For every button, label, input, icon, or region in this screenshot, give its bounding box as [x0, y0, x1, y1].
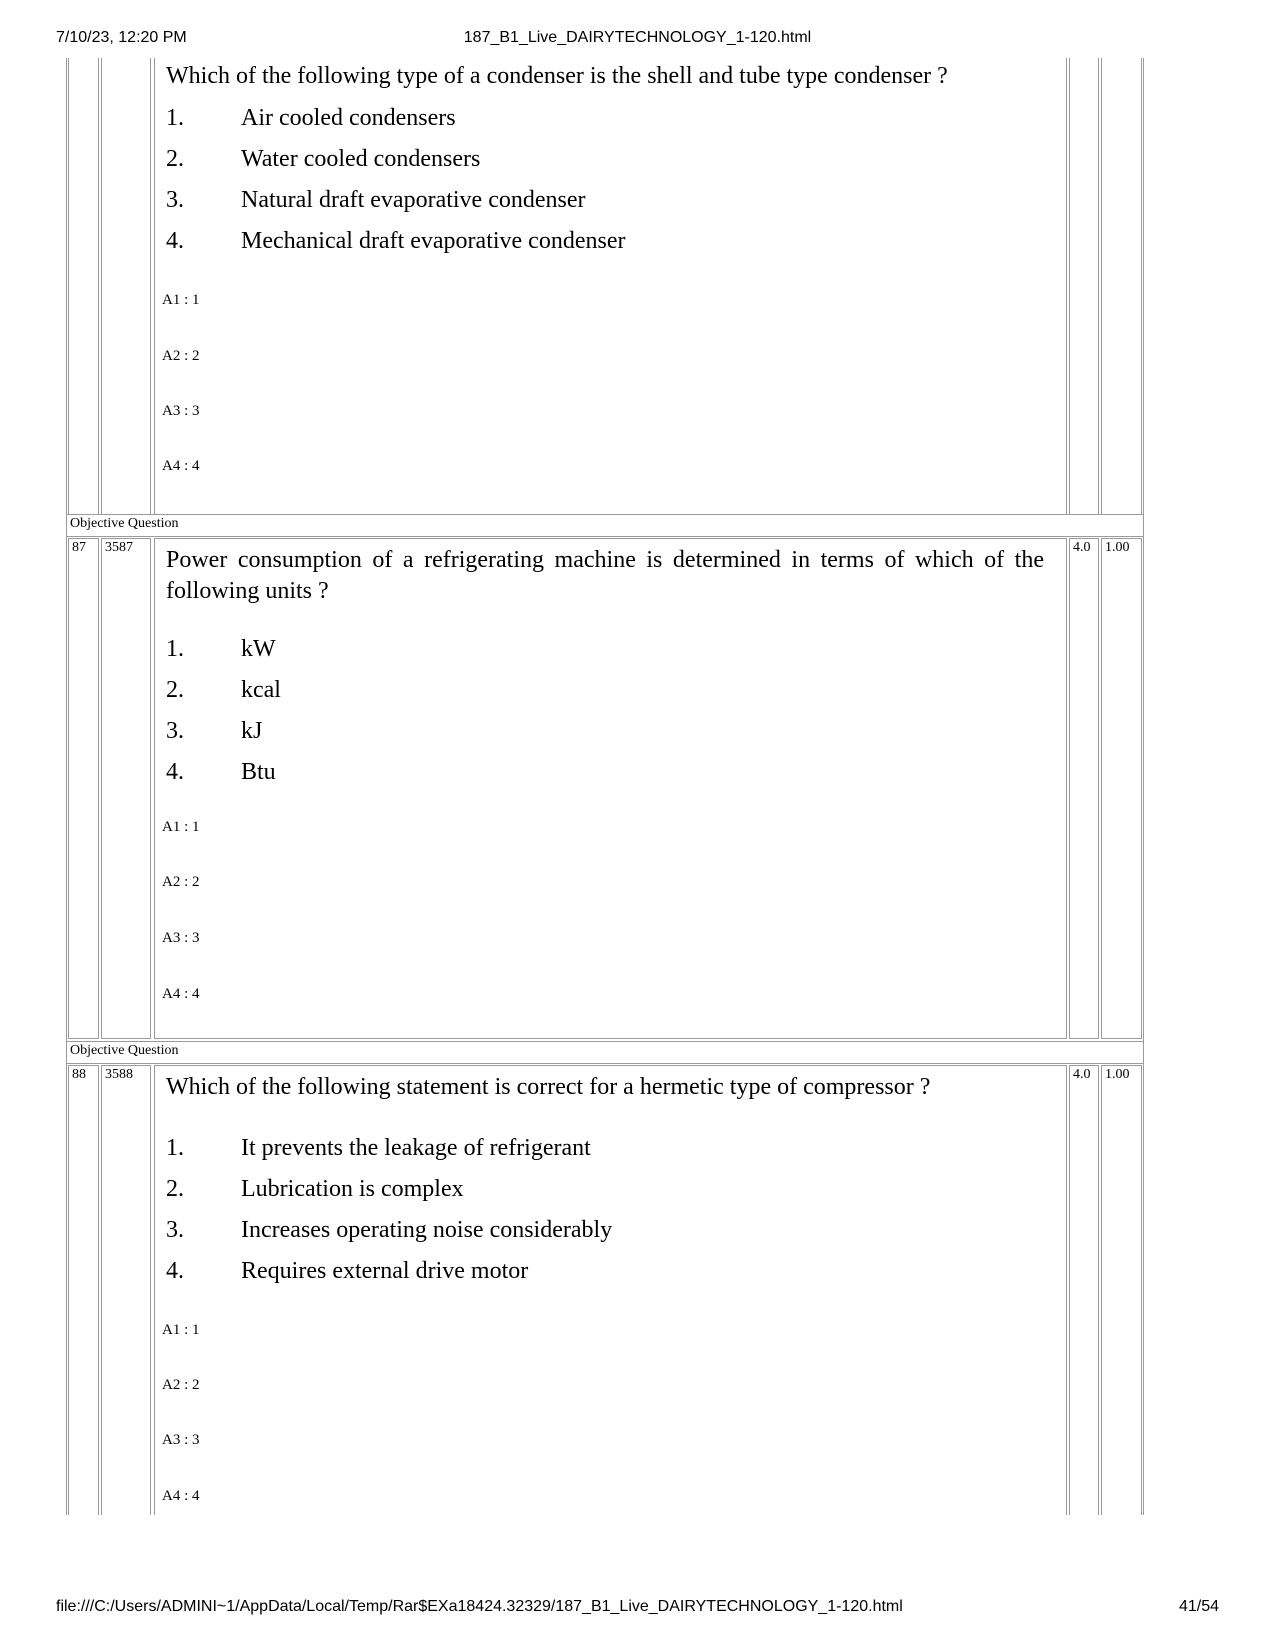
negative-marks-cell [1101, 58, 1142, 515]
answer-key: A4 : 4 [162, 458, 200, 474]
option-number: 1. [166, 1135, 184, 1161]
option-text: kW [241, 636, 276, 662]
option-text: Lubrication is complex [241, 1176, 464, 1202]
answer-key: A3 : 3 [162, 930, 200, 946]
negative-marks-cell: 1.00 [1101, 1065, 1142, 1515]
option-text: Increases operating noise considerably [241, 1217, 613, 1243]
option-number: 4. [166, 228, 184, 254]
option-number: 4. [166, 1258, 184, 1284]
print-footer [0, 1598, 1275, 1620]
answer-key: A2 : 2 [162, 1377, 200, 1393]
qid-cell: 3588 [101, 1065, 151, 1515]
option-number: 1. [166, 105, 184, 131]
option-number: 3. [166, 1217, 184, 1243]
answer-key: A1 : 1 [162, 1322, 200, 1338]
file-path: file:///C:/Users/ADMINI~1/AppData/Local/Temp/Rar$EXa18424.32329/187_B1_Live_DAIRYTECHNOLOGY_1-120.html [56, 1598, 903, 1615]
option-number: 2. [166, 146, 184, 172]
answer-key: A4 : 4 [162, 1488, 200, 1504]
answer-key: A3 : 3 [162, 403, 200, 419]
sno-cell: 88 [68, 1065, 99, 1515]
answer-key: A1 : 1 [162, 819, 200, 835]
option-number: 4. [166, 759, 184, 785]
document-title: 187_B1_Live_DAIRYTECHNOLOGY_1-120.html [463, 29, 812, 46]
marks-cell: 4.0 [1069, 1065, 1099, 1515]
option-text: Natural draft evaporative condenser [241, 187, 586, 213]
question-text: Which of the following statement is correct for a hermetic type of compressor ? [166, 1074, 931, 1100]
qid-cell [101, 58, 151, 515]
answer-key: A2 : 2 [162, 874, 200, 890]
answer-key: A4 : 4 [162, 986, 200, 1002]
print-datetime: 7/10/23, 12:20 PM [56, 29, 187, 46]
question-type-label: Objective Question [70, 1043, 179, 1058]
option-number: 1. [166, 636, 184, 662]
question-type-bar [66, 1041, 1144, 1064]
question-text: Power consumption of a refrigerating machine is determined in terms of which of the following units ? [166, 547, 1044, 604]
answer-key: A1 : 1 [162, 292, 200, 308]
option-text: Mechanical draft evaporative condenser [241, 228, 626, 254]
option-text: kcal [241, 677, 281, 703]
question-type-bar [66, 514, 1144, 537]
option-text: Requires external drive motor [241, 1258, 529, 1284]
question-type-label: Objective Question [70, 516, 179, 531]
option-text: Water cooled condensers [241, 146, 481, 172]
marks-cell [1069, 58, 1099, 515]
option-text: Btu [241, 759, 276, 785]
page-number: 41/54 [1178, 1598, 1219, 1615]
option-number: 2. [166, 677, 184, 703]
option-number: 3. [166, 187, 184, 213]
sno-cell [68, 58, 99, 515]
answer-key: A3 : 3 [162, 1432, 200, 1448]
option-number: 2. [166, 1176, 184, 1202]
question-body-cell [154, 538, 1067, 1039]
option-number: 3. [166, 718, 184, 744]
sno-cell: 87 [68, 538, 99, 1039]
negative-marks-cell: 1.00 [1101, 538, 1142, 1039]
answer-key: A2 : 2 [162, 348, 200, 364]
option-text: Air cooled condensers [241, 105, 456, 131]
option-text: It prevents the leakage of refrigerant [241, 1135, 591, 1161]
option-text: kJ [241, 718, 263, 744]
question-text: Which of the following type of a condenser is the shell and tube type condenser ? [166, 63, 948, 89]
marks-cell: 4.0 [1069, 538, 1099, 1039]
qid-cell: 3587 [101, 538, 151, 1039]
